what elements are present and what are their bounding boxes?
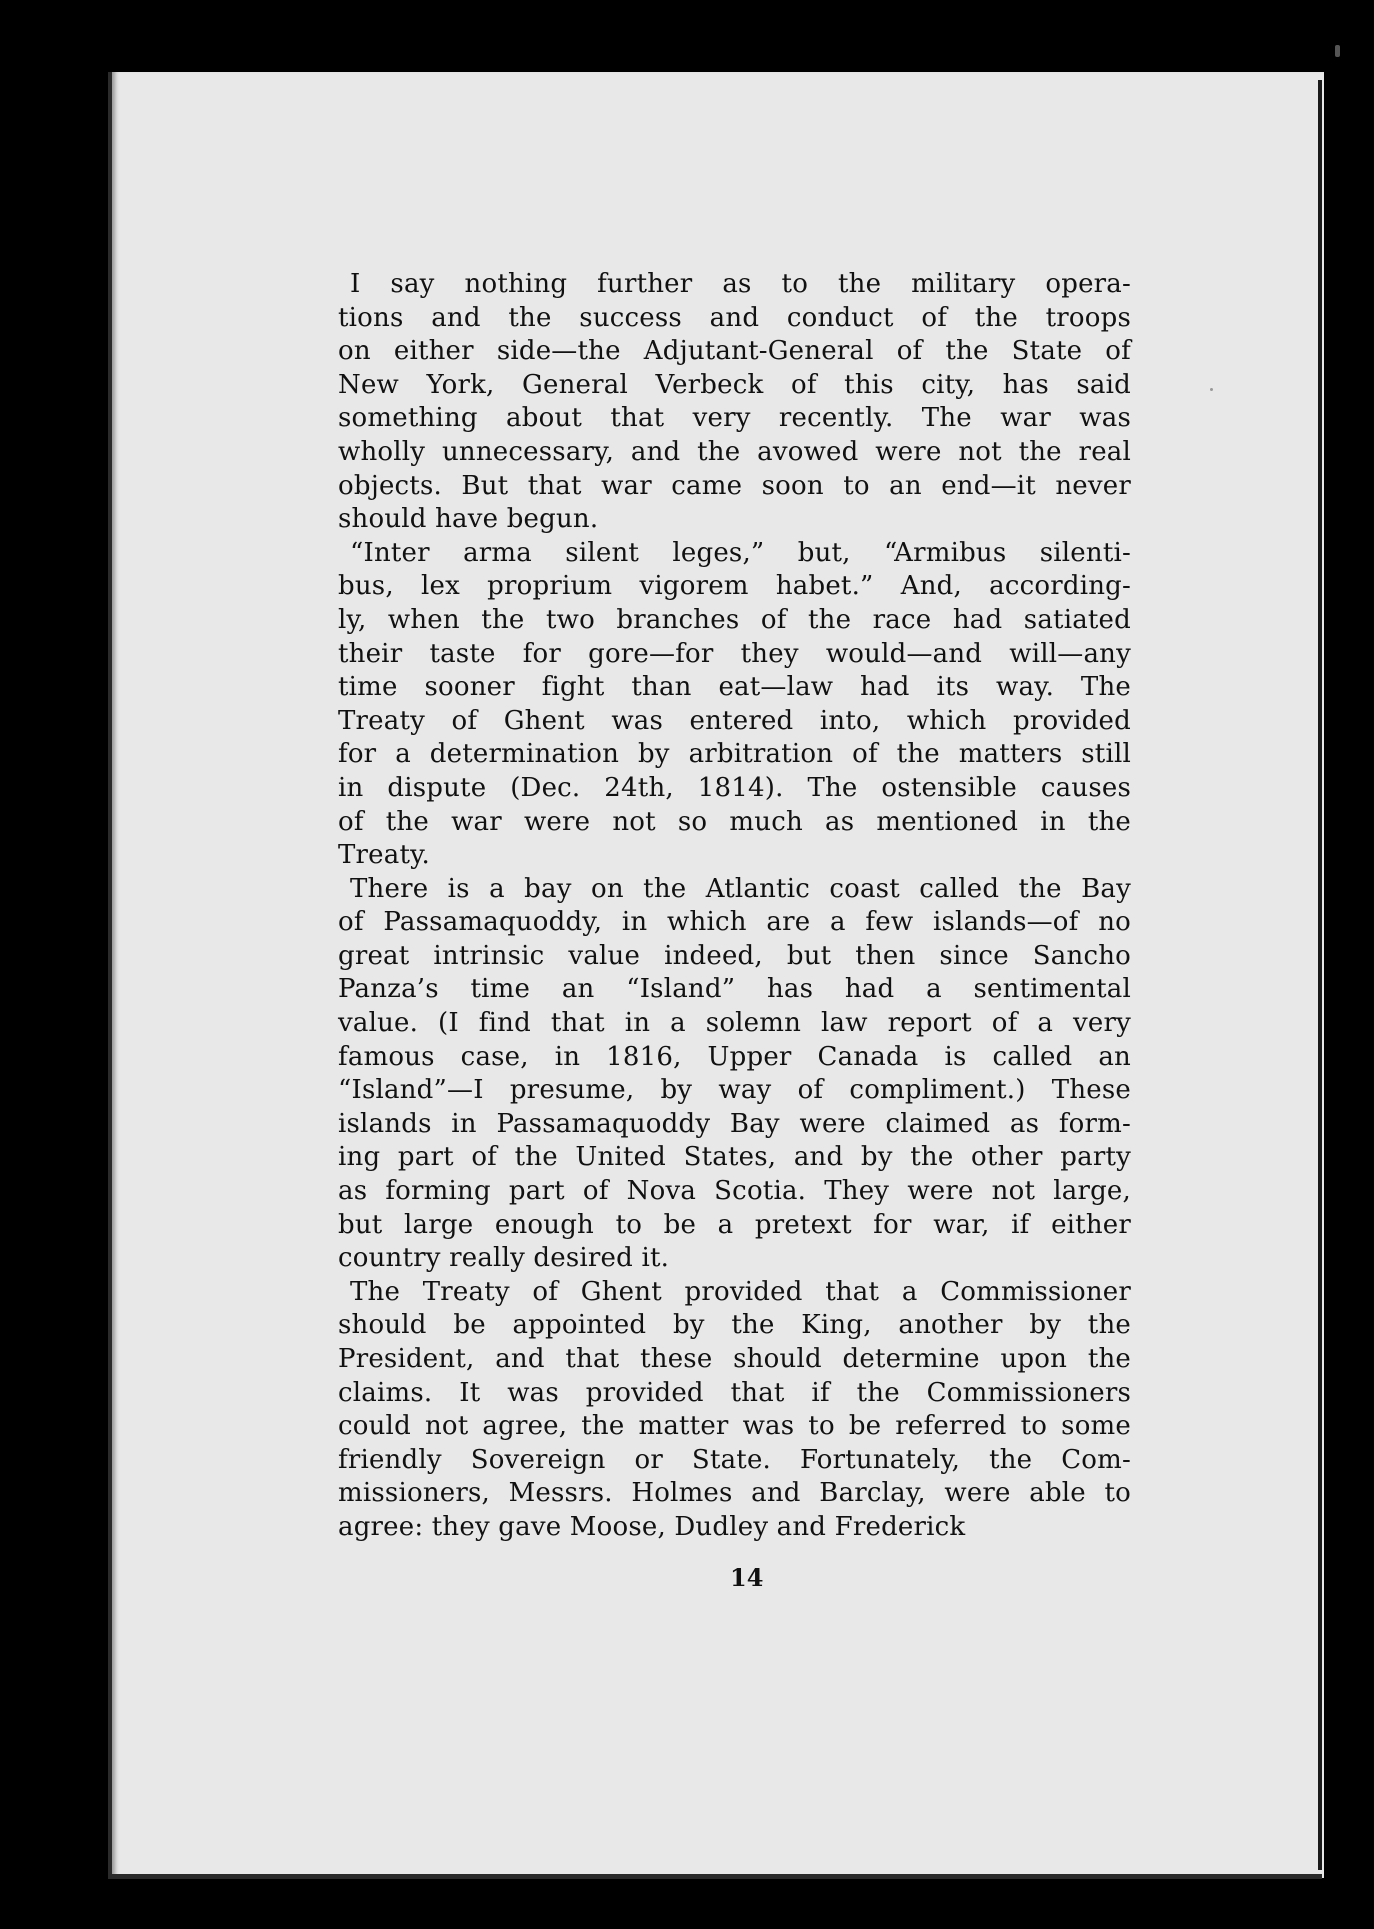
text-line: New York, General Verbeck of this city, has said xyxy=(338,369,1131,400)
text-line: I say nothing further as to the military opera- xyxy=(350,269,1131,299)
text-line: of Passamaquoddy, in which are a few islands—of no xyxy=(338,907,1131,938)
text-line: Treaty. xyxy=(338,840,431,871)
text-line: of the war were not so much as mentioned in the xyxy=(338,806,1131,837)
text-line: something about that very recently. The war was xyxy=(338,403,1131,434)
text-line: on either side—the Adjutant-General of the State of xyxy=(338,336,1131,367)
text-line: ly, when the two branches of the race had satiated xyxy=(338,604,1131,635)
text-line: ing part of the United States, and by the other party xyxy=(338,1142,1131,1173)
text-line: value. (I find that in a solemn law report of a very xyxy=(338,1008,1131,1039)
text-line: country really desired it. xyxy=(338,1243,670,1274)
text-line: agree: they gave Moose, Dudley and Frederick xyxy=(338,1511,966,1542)
text-line: but large enough to be a pretext for war, if either xyxy=(338,1209,1131,1240)
text-line: islands in Passamaquoddy Bay were claimed as form- xyxy=(338,1108,1131,1139)
paragraph xyxy=(338,1276,1131,1545)
page-number: 14 xyxy=(730,1563,764,1592)
paragraph xyxy=(338,537,1131,873)
text-line: The Treaty of Ghent provided that a Commissioner xyxy=(350,1276,1131,1307)
text-line: for a determination by arbitration of the matters still xyxy=(338,739,1131,770)
text-line: famous case, in 1816, Upper Canada is called an xyxy=(338,1041,1131,1072)
text-line: should have begun. xyxy=(338,504,599,535)
text-line: their taste for gore—for they would—and will—any xyxy=(338,638,1131,669)
text-line: claims. It was provided that if the Commissioners xyxy=(338,1377,1131,1408)
text-line: wholly unnecessary, and the avowed were not the real xyxy=(338,436,1131,467)
text-line: as forming part of Nova Scotia. They were not large, xyxy=(338,1176,1131,1207)
text-line: “Inter arma silent leges,” but, “Armibus silenti- xyxy=(350,537,1131,568)
text-line: should be appointed by the King, another by the xyxy=(338,1310,1131,1341)
text-line: bus, lex proprium vigorem habet.” And, according- xyxy=(338,571,1131,602)
text-line: in dispute (Dec. 24th, 1814). The ostensible causes xyxy=(338,772,1131,803)
paragraph xyxy=(338,873,1131,1276)
body-text xyxy=(338,268,1131,1545)
scan-speck xyxy=(1210,388,1213,391)
text-line: President, and that these should determine upon the xyxy=(338,1344,1131,1374)
page-right-edge xyxy=(1318,80,1322,1870)
text-line: Treaty of Ghent was entered into, which provided xyxy=(338,705,1131,736)
page-bottom-edge xyxy=(108,1874,1322,1879)
text-line: There is a bay on the Atlantic coast called the Bay xyxy=(350,873,1131,904)
text-line: missioners, Messrs. Holmes and Barclay, were able to xyxy=(338,1478,1131,1509)
text-line: time sooner fight than eat—law had its way. The xyxy=(338,672,1131,703)
text-line: friendly Sovereign or State. Fortunately, the Com- xyxy=(338,1444,1131,1475)
paragraph xyxy=(338,268,1131,537)
scan-speck xyxy=(1335,45,1340,57)
text-line: “Island”—I presume, by way of compliment.) These xyxy=(338,1075,1131,1106)
text-line: tions and the success and conduct of the troops xyxy=(338,302,1131,333)
text-line: objects. But that war came soon to an end—it never xyxy=(338,470,1131,501)
text-line: great intrinsic value indeed, but then since Sancho xyxy=(338,940,1131,971)
text-line: could not agree, the matter was to be referred to some xyxy=(338,1411,1131,1442)
text-line: Panza’s time an “Island” has had a sentimental xyxy=(338,974,1131,1005)
